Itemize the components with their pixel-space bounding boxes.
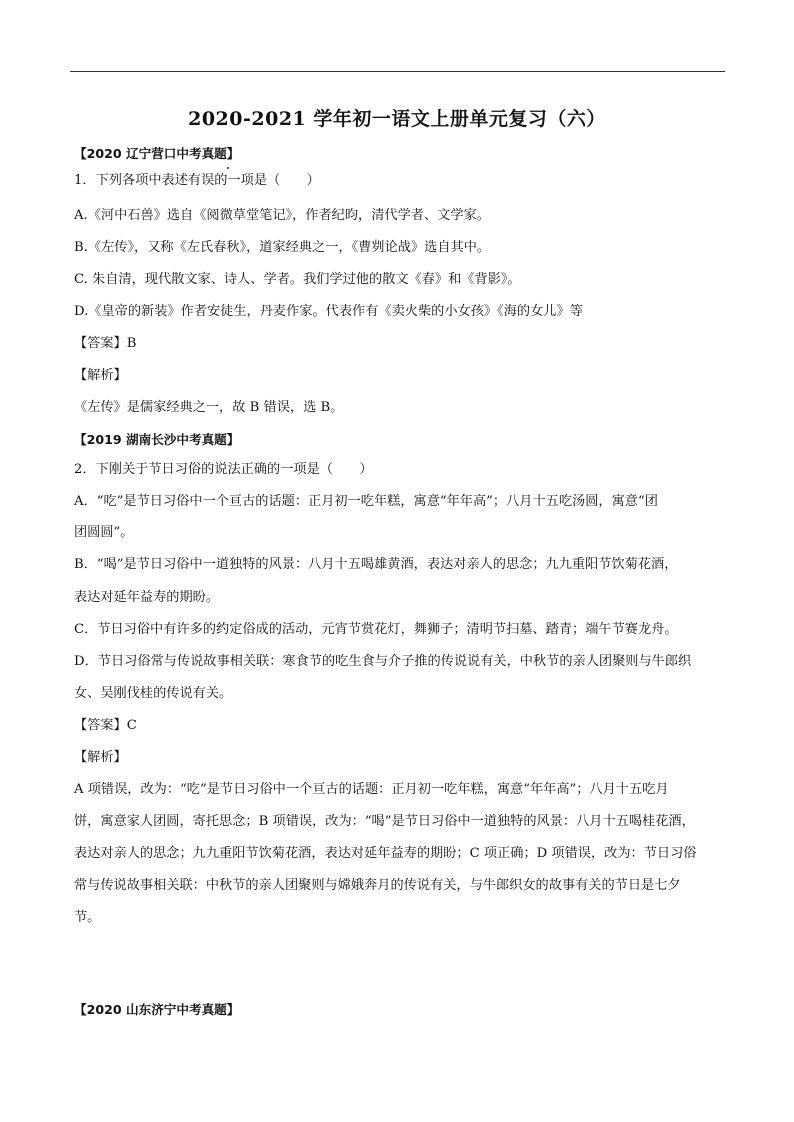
option-d-cont: 女、吴刚伐桂的传说有关。 xyxy=(74,686,233,701)
header-rule xyxy=(70,71,725,72)
question-stem: 1．下列各项中表述有误的一项是（ ） xyxy=(74,173,320,188)
source-tag: 【2020 辽宁营口中考真题】 xyxy=(74,146,240,161)
analysis-text: 《左传》是儒家经典之一，故 B 错误，选 B。 xyxy=(74,400,344,415)
emphasis-dot xyxy=(227,167,229,169)
option-d: D.《皇帝的新装》作者安徒生，丹麦作家。代表作有《卖火柴的小女孩》《海的女儿》等 xyxy=(74,304,583,319)
analysis-label: 【解析】 xyxy=(74,368,127,383)
option-a: A.《河中石兽》选自《阅微草堂笔记》，作者纪昀，清代学者、文学家。 xyxy=(74,208,490,223)
analysis-label: 【解析】 xyxy=(74,750,127,765)
option-a-cont: 团圆圆”。 xyxy=(74,525,134,540)
answer-line: 【答案】B xyxy=(74,336,137,351)
option-b-cont: 表达对延年益寿的期盼。 xyxy=(74,590,220,605)
analysis-text: A 项错误，改为：“吃”是节日习俗中一个亘古的话题：正月初一吃年糕，寓意“年年高”；八月十五吃月 xyxy=(74,782,669,797)
analysis-text: 常与传说故事相关联：中秋节的亲人团聚则与嫦娥奔月的传说有关，与牛郎织女的故事有关的节日是七夕 xyxy=(74,878,681,893)
source-tag: 【2020 山东济宁中考真题】 xyxy=(74,1002,240,1017)
analysis-text: 表达对亲人的思念；九九重阳节饮菊花酒，表达对延年益寿的期盼；C 项正确；D 项错误，改为：节日习俗 xyxy=(74,846,697,861)
source-tag: 【2019 湖南长沙中考真题】 xyxy=(74,432,240,447)
analysis-text: 饼，寓意家人团圆，寄托思念；B 项错误，改为：“喝”是节日习俗中一道独特的风景：八月十五喝桂花酒， xyxy=(74,814,695,829)
analysis-text: 节。 xyxy=(74,910,101,925)
option-d: D．节日习俗常与传说故事相关联：寒食节的吃生食与介子推的传说说有关，中秋节的亲人团聚则与牛郎织 xyxy=(74,654,692,669)
option-c: C．节日习俗中有许多的约定俗成的活动，元宵节赏花灯，舞狮子；清明节扫墓、踏青；端午节赛龙舟。 xyxy=(74,622,678,637)
document-title: 2020-2021 学年初一语文上册单元复习（六） xyxy=(188,108,606,130)
option-a: A．“吃”是节日习俗中一个亘古的话题：正月初一吃年糕，寓意“年年高”；八月十五吃汤圆，寓意“团 xyxy=(74,494,658,509)
option-b: B.《左传》，又称《左氏春秋》，道家经典之一，《曹刿论战》选自其中。 xyxy=(74,240,491,255)
answer-line: 【答案】C xyxy=(74,718,137,733)
question-stem: 2．下刚关于节日习俗的说法正确的一项是（ ） xyxy=(74,462,373,477)
option-c: C. 朱自清，现代散文家、诗人、学者。我们学过他的散文《春》和《背影》。 xyxy=(74,272,521,287)
option-b: B．“喝”是节日习俗中一道独特的风景：八月十五喝雄黄酒，表达对亲人的思念；九九重阳节饮菊花酒， xyxy=(74,557,678,572)
